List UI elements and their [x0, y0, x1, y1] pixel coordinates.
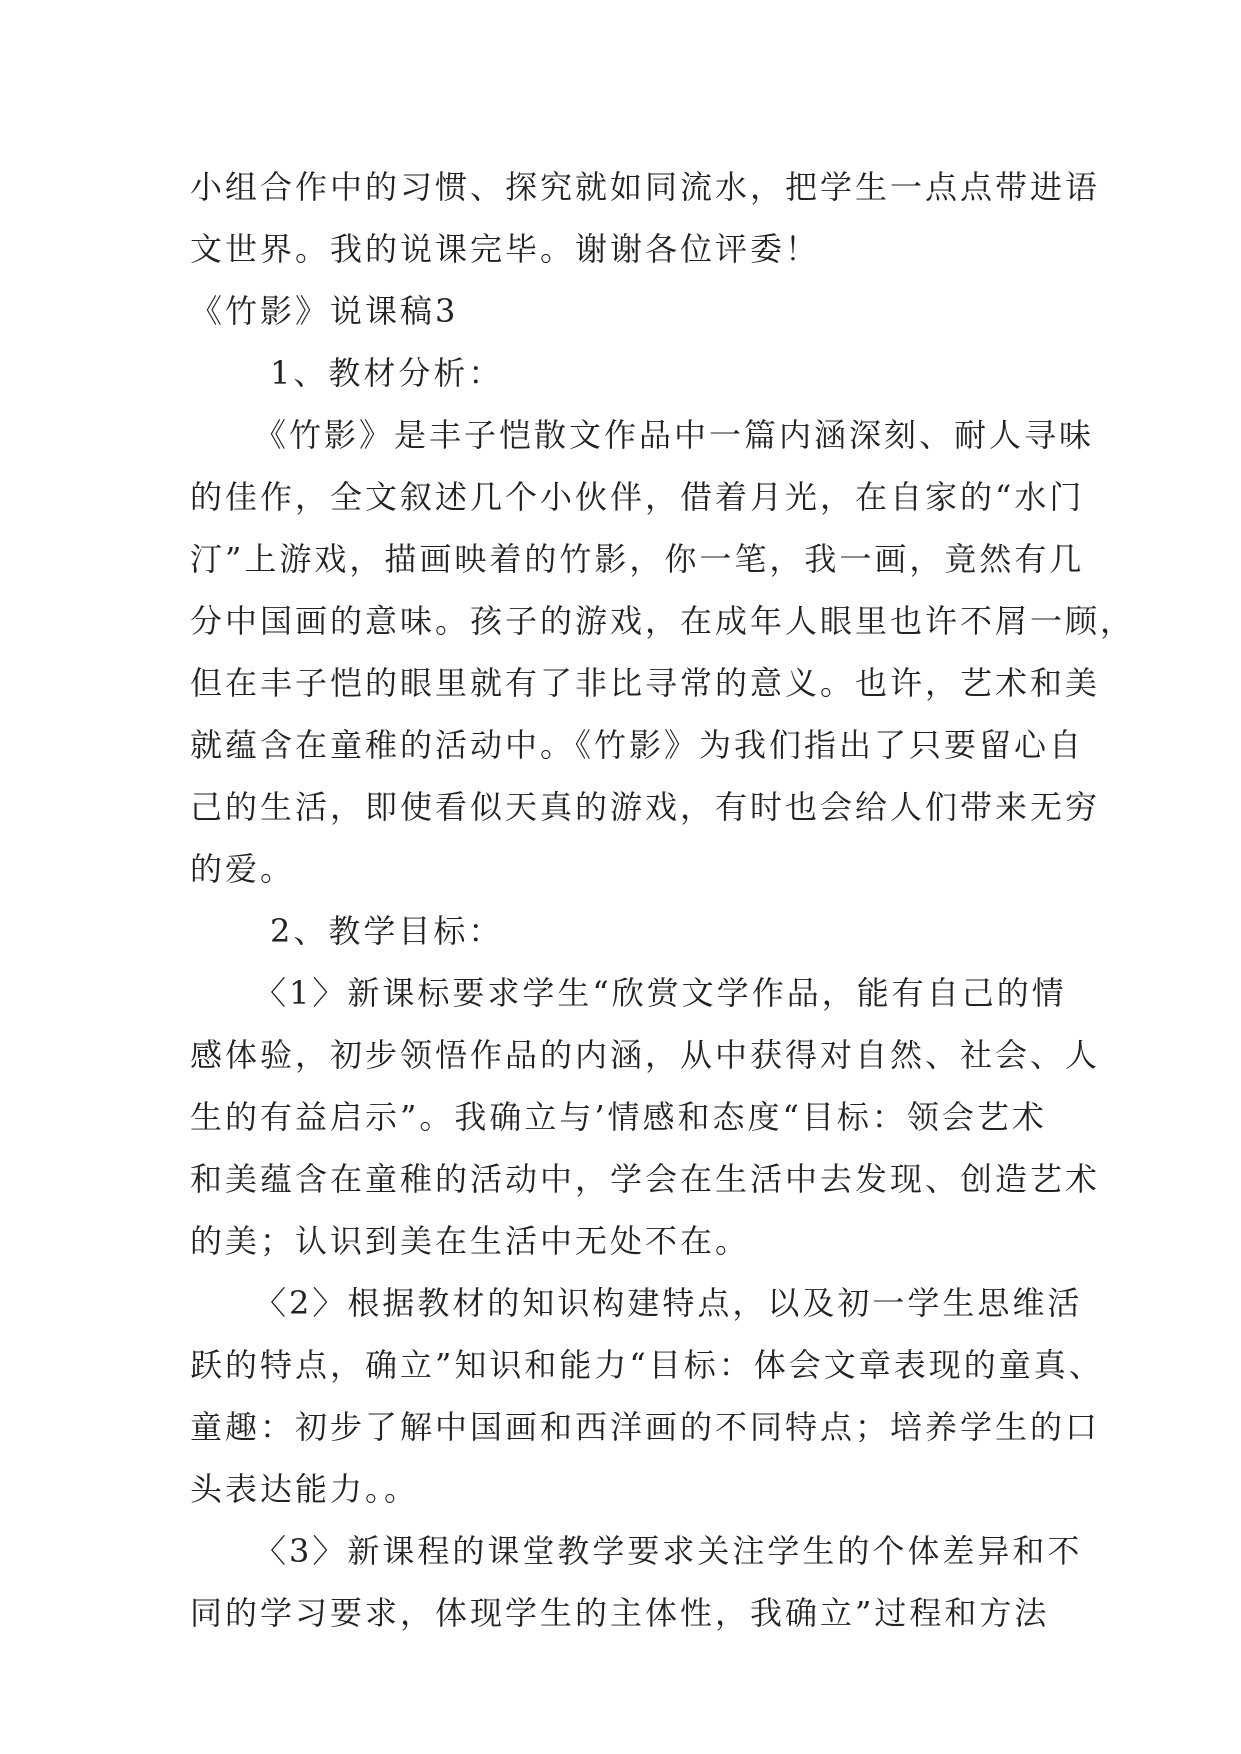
text-line: 〈3〉新课程的课堂教学要求关注学生的个体差异和不	[254, 1532, 1083, 1570]
document-body	[190, 156, 1136, 1644]
text-line: 的爱。	[190, 850, 296, 888]
text-line: 〈2〉根据教材的知识构建特点，以及初一学生思维活	[254, 1284, 1083, 1322]
subsection-heading: 2、教学目标：	[270, 912, 504, 950]
text-line: 〈1〉新课标要求学生“欣赏文学作品，能有自己的情	[254, 974, 1067, 1012]
text-line: 童趣：初步了解中国画和西洋画的不同特点；培养学生的口	[190, 1408, 1101, 1446]
text-line: 的美；认识到美在生活中无处不在。	[190, 1222, 751, 1260]
section-title: 《竹影》说课稿3	[190, 292, 459, 330]
text-line: 感体验，初步领悟作品的内涵，从中获得对自然、社会、人	[190, 1036, 1101, 1074]
text-line: 己的生活，即使看似天真的游戏，有时也会给人们带来无穷	[190, 788, 1101, 826]
text-line: 的佳作，全文叙述几个小伙伴，借着月光，在自家的“水门	[190, 478, 1085, 516]
text-line: 生的有益启示”。我确立与’情感和态度“目标：领会艺术	[190, 1098, 1047, 1136]
text-line: 文世界。我的说课完毕。谢谢各位评委！	[190, 230, 821, 268]
text-line: 小组合作中的习惯、探究就如同流水，把学生一点点带进语	[190, 168, 1101, 206]
text-line: 跃的特点，确立”知识和能力“目标：体会文章表现的童真、	[190, 1346, 1104, 1384]
text-line: 汀”上游戏，描画映着的竹影，你一笔，我一画，竟然有几	[190, 540, 1085, 578]
text-line: 同的学习要求，体现学生的主体性，我确立”过程和方法	[190, 1594, 1050, 1632]
text-line: 分中国画的意味。孩子的游戏，在成年人眼里也许不屑一顾，	[190, 602, 1136, 640]
text-line: 和美蕴含在童稚的活动中，学会在生活中去发现、创造艺术	[190, 1160, 1101, 1198]
subsection-heading: 1、教材分析：	[270, 354, 504, 392]
text-line: 《竹影》是丰子恺散文作品中一篇内涵深刻、耐人寻味	[254, 416, 1095, 454]
text-line: 头表达能力。。	[190, 1470, 420, 1508]
text-line: 就蕴含在童稚的活动中。《竹影》为我们指出了只要留心自	[190, 726, 1085, 764]
text-line: 但在丰子恺的眼里就有了非比寻常的意义。也许，艺术和美	[190, 664, 1101, 702]
